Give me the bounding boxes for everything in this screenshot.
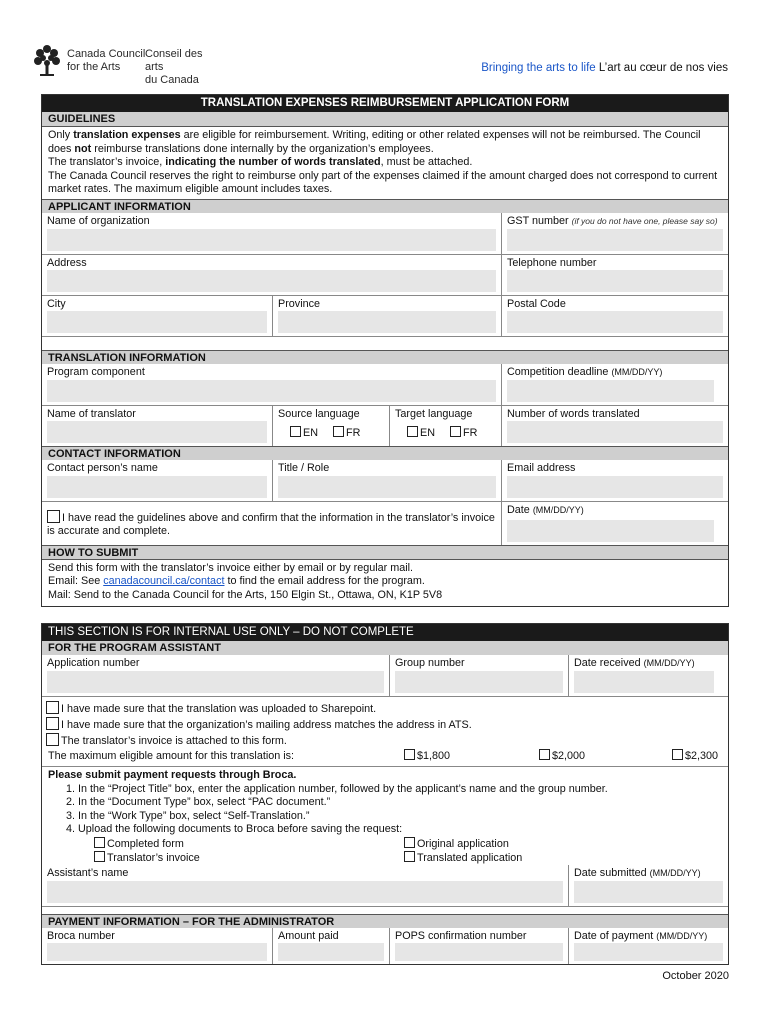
- target-en-label: EN: [420, 426, 435, 439]
- g-p2a: The translator’s invoice,: [48, 156, 166, 168]
- date-received-cell: [568, 655, 728, 696]
- form-title: TRANSLATION EXPENSES REIMBURSEMENT APPLICATION FORM: [42, 95, 728, 112]
- source-en-label: EN: [303, 426, 318, 439]
- confirm-label: I have read the guidelines above and confirm that the information in the translator’s invoice is accurate and complete.: [47, 511, 495, 537]
- submit-line2b: to find the email address for the program.: [224, 575, 425, 587]
- contact-person-cell: [42, 460, 272, 501]
- confirm-checkbox[interactable]: [47, 510, 60, 523]
- org-name-en-2: for the Arts: [67, 61, 121, 73]
- program-cell: [42, 364, 501, 405]
- group-number-cell: [389, 655, 568, 696]
- gst-label: GST number: [507, 214, 569, 227]
- payment-date-input[interactable]: [574, 943, 723, 961]
- assistant-input[interactable]: [47, 881, 563, 903]
- doc4-label: Translated application: [417, 851, 523, 864]
- address-cell: [42, 255, 501, 295]
- internal-checklist: [42, 696, 728, 766]
- date-submitted-input[interactable]: [574, 881, 723, 903]
- tagline-en: Bringing the arts to life: [481, 62, 596, 74]
- amount-2300-checkbox[interactable]: [672, 749, 683, 760]
- group-number-label: Group number: [395, 657, 465, 669]
- date-received-input[interactable]: [574, 671, 714, 693]
- app-number-input[interactable]: [47, 671, 384, 693]
- role-input[interactable]: [278, 476, 496, 498]
- amount-2000-checkbox[interactable]: [539, 749, 550, 760]
- amount-paid-input[interactable]: [278, 943, 384, 961]
- gst-note: (if you do not have one, please say so): [571, 215, 718, 226]
- amount-2300-label: $2,300: [685, 750, 719, 762]
- amount-paid-cell: [272, 928, 389, 964]
- contact-date-format: (MM/DD/YY): [532, 504, 584, 515]
- doc3-label: Original application: [417, 837, 509, 850]
- amount-2000: [539, 749, 585, 764]
- assistant-label: Assistant’s name: [47, 866, 129, 879]
- amount-2000-label: $2,000: [552, 750, 586, 762]
- gst-input[interactable]: [507, 229, 723, 251]
- org-name-en-1: Canada Council: [67, 48, 146, 60]
- check1-label: I have made sure that the translation was uploaded to Sharepoint.: [61, 703, 377, 715]
- g-p3: The Canada Council reserves the right to reimburse only part of the expenses claimed if the amount charged does not correspond to current market rates. The maximum eligible amount includes taxes.: [48, 169, 718, 195]
- address-match-checkbox[interactable]: [46, 717, 59, 730]
- date-received-format: (MM/DD/YY): [643, 658, 695, 668]
- broca-number-cell: [42, 928, 272, 964]
- source-label: Source language: [278, 407, 360, 420]
- role-label: Title / Role: [278, 461, 330, 474]
- tagline: [481, 62, 728, 74]
- g-p1a: Only: [48, 129, 74, 141]
- submit-line3: Mail: Send to the Canada Council for the Arts, 150 Elgin St., Ottawa, ON, K1P 5V8: [48, 588, 443, 601]
- translator-label: Name of translator: [47, 407, 136, 420]
- doc1-label: Completed form: [107, 837, 184, 850]
- broca-step: 3. In the “Work Type” box, select “Self-Translation.”: [78, 810, 722, 824]
- city-label: City: [47, 297, 66, 310]
- g-p1d: not: [74, 142, 92, 155]
- date-submitted-cell: [568, 865, 728, 906]
- source-fr-checkbox[interactable]: [333, 426, 344, 437]
- payment-heading: PAYMENT INFORMATION – FOR THE ADMINISTRATOR: [42, 914, 728, 928]
- org-name-fr-1: Conseil des arts: [145, 48, 203, 73]
- words-label: Number of words translated: [507, 407, 640, 420]
- confirm-cell: [42, 502, 501, 545]
- contact-link[interactable]: canadacouncil.ca/contact: [103, 575, 225, 587]
- org-name-input[interactable]: [47, 229, 496, 251]
- assistant-heading: FOR THE PROGRAM ASSISTANT: [42, 641, 728, 655]
- contact-person-input[interactable]: [47, 476, 267, 498]
- program-label: Program component: [47, 365, 145, 378]
- amount-2300: [672, 749, 718, 764]
- words-input[interactable]: [507, 421, 723, 443]
- g-p1b: translation expenses: [73, 129, 181, 141]
- broca-step: 4. Upload the following documents to Broca before saving the request:: [78, 823, 722, 837]
- internal-section: [41, 623, 729, 965]
- submit-text: [42, 559, 728, 607]
- target-fr-label: FR: [463, 426, 478, 439]
- city-input[interactable]: [47, 311, 267, 333]
- tagline-fr: L’art au cœur de nos vies: [598, 62, 728, 74]
- guidelines-heading: GUIDELINES: [42, 112, 728, 126]
- pops-cell: [389, 928, 568, 964]
- check2-label: I have made sure that the organization’s mailing address matches the address in ATS.: [61, 719, 472, 731]
- broca-instructions: [42, 766, 728, 865]
- target-label: Target language: [395, 407, 473, 420]
- province-label: Province: [278, 297, 321, 310]
- g-p2b: indicating the number of words translated: [165, 156, 381, 168]
- submit-line2a: Email: See: [48, 575, 104, 587]
- gst-cell: [501, 213, 728, 254]
- check3-label: The translator’s invoice is attached to this form.: [61, 735, 287, 747]
- telephone-input[interactable]: [507, 270, 723, 292]
- max-amount-label: The maximum eligible amount for this translation is:: [48, 750, 295, 762]
- postal-label: Postal Code: [507, 297, 566, 310]
- amount-paid-label: Amount paid: [278, 929, 339, 942]
- submit-heading: HOW TO SUBMIT: [42, 545, 728, 559]
- application-form: [41, 94, 729, 607]
- app-number-cell: [42, 655, 389, 696]
- address-label: Address: [47, 256, 87, 269]
- translator-cell: [42, 406, 272, 446]
- broca-number-label: Broca number: [47, 929, 115, 942]
- source-fr-label: FR: [346, 426, 361, 439]
- org-name-cell: [42, 213, 501, 254]
- contact-heading: CONTACT INFORMATION: [42, 446, 728, 460]
- org-name-fr-2: du Canada: [145, 74, 199, 86]
- email-input[interactable]: [507, 476, 723, 498]
- address-input[interactable]: [47, 270, 496, 292]
- payment-date-cell: [568, 928, 728, 964]
- broca-number-input[interactable]: [47, 943, 267, 961]
- sharepoint-checkbox[interactable]: [46, 701, 59, 714]
- completed-form-checkbox[interactable]: [94, 837, 105, 848]
- deadline-cell: [501, 364, 728, 405]
- telephone-cell: [501, 255, 728, 295]
- source-cell: [272, 406, 389, 446]
- role-cell: [272, 460, 501, 501]
- city-cell: [42, 296, 272, 336]
- footer-date: October 2020: [662, 970, 729, 982]
- internal-banner: THIS SECTION IS FOR INTERNAL USE ONLY – DO NOT COMPLETE: [42, 624, 728, 641]
- submit-line1: Send this form with the translator’s invoice either by email or by regular mail.: [48, 561, 414, 574]
- pops-label: POPS confirmation number: [395, 929, 527, 942]
- amount-1800-label: $1,800: [417, 750, 451, 762]
- words-cell: [501, 406, 728, 446]
- translated-app-checkbox[interactable]: [404, 851, 415, 862]
- date-submitted-label: Date submitted: [574, 866, 647, 879]
- deadline-label: Competition deadline: [507, 365, 609, 378]
- payment-date-format: (MM/DD/YY): [656, 930, 708, 941]
- amount-1800: [404, 749, 450, 764]
- telephone-label: Telephone number: [507, 256, 597, 269]
- province-cell: [272, 296, 501, 336]
- program-input[interactable]: [47, 380, 496, 402]
- doc2-label: Translator’s invoice: [107, 851, 200, 864]
- g-p2c: , must be attached.: [380, 156, 473, 168]
- broca-step: 2. In the “Document Type” box, select “PAC document.”: [78, 796, 722, 810]
- postal-input[interactable]: [507, 311, 723, 333]
- invoice-attached-checkbox[interactable]: [46, 733, 59, 746]
- contact-date-label: Date: [507, 503, 530, 516]
- translator-input[interactable]: [47, 421, 267, 443]
- contact-person-label: Contact person’s name: [47, 461, 158, 474]
- g-p1c: are eligible for reimbursement. Writing, editing or other related expenses will not be reimbursed. The Council does: [48, 129, 701, 155]
- assistant-cell: [42, 865, 568, 906]
- original-app-checkbox[interactable]: [404, 837, 415, 848]
- broca-step: 1. In the “Project Title” box, enter the application number, followed by the applicant’s name and the group number.: [78, 783, 722, 797]
- amount-1800-checkbox[interactable]: [404, 749, 415, 760]
- applicant-heading: APPLICANT INFORMATION: [42, 199, 728, 213]
- invoice-checkbox[interactable]: [94, 851, 105, 862]
- date-received-label: Date received: [574, 657, 641, 669]
- g-p1e: reimburse translations done internally by the organization’s employees.: [91, 142, 434, 155]
- province-input[interactable]: [278, 311, 496, 333]
- guidelines-text: [42, 126, 728, 199]
- email-cell: [501, 460, 728, 501]
- broca-heading: Please submit payment requests through Broca.: [48, 769, 297, 781]
- canada-council-logo: [33, 43, 223, 86]
- deadline-input[interactable]: [507, 380, 714, 402]
- payment-date-label: Date of payment: [574, 929, 654, 942]
- deadline-format: (MM/DD/YY): [611, 366, 663, 377]
- pops-input[interactable]: [395, 943, 563, 961]
- tree-logo-icon: [33, 43, 61, 79]
- app-number-label: Application number: [47, 657, 140, 669]
- source-en-checkbox[interactable]: [290, 426, 301, 437]
- target-fr-checkbox[interactable]: [450, 426, 461, 437]
- email-label: Email address: [507, 461, 576, 474]
- contact-date-cell: [501, 502, 728, 545]
- org-name-label: Name of organization: [47, 214, 150, 227]
- contact-date-input[interactable]: [507, 520, 714, 542]
- date-submitted-format: (MM/DD/YY): [649, 867, 701, 878]
- group-number-input[interactable]: [395, 671, 563, 693]
- postal-cell: [501, 296, 728, 336]
- target-cell: [389, 406, 501, 446]
- target-en-checkbox[interactable]: [407, 426, 418, 437]
- translation-heading: TRANSLATION INFORMATION: [42, 350, 728, 364]
